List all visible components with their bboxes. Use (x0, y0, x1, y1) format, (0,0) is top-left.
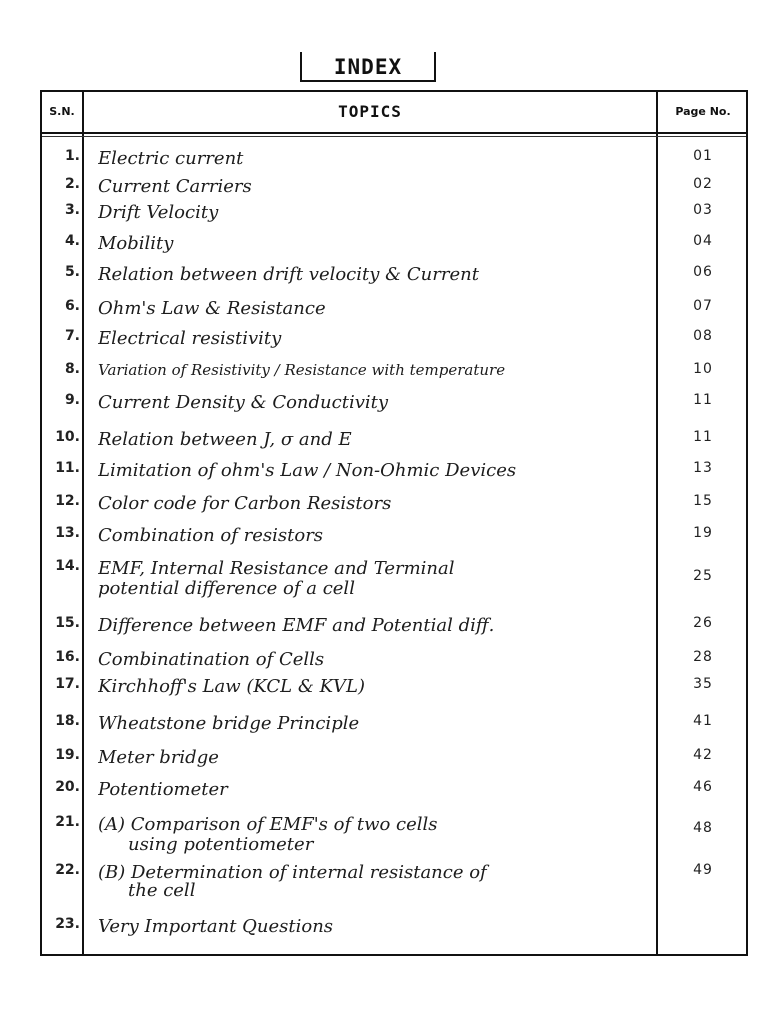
row-sn: 17. (55, 676, 80, 692)
row-page: 28 (693, 649, 713, 665)
row-page: 07 (693, 298, 713, 314)
row-sn: 16. (55, 649, 80, 665)
row-page: 13 (693, 460, 713, 476)
row-topic: EMF, Internal Resistance and Terminal (98, 558, 455, 579)
row-topic: Combinatination of Cells (98, 649, 325, 670)
row-topic: Ohm's Law & Resistance (98, 298, 326, 319)
row-sn: 11. (55, 460, 80, 476)
row-page: 01 (693, 148, 713, 164)
row-sn: 18. (55, 713, 80, 729)
row-page: 06 (693, 264, 713, 280)
row-sn: 15. (55, 615, 80, 631)
row-sn: 20. (55, 779, 80, 795)
row-topic: Drift Velocity (98, 202, 219, 223)
row-topic: Very Important Questions (98, 916, 334, 937)
row-sn: 10. (55, 429, 80, 445)
row-topic: Meter bridge (98, 747, 219, 768)
row-topic: Electric current (98, 148, 244, 169)
row-topic: Kirchhoff's Law (KCL & KVL) (98, 676, 365, 697)
row-sn: 3. (64, 202, 80, 218)
row-topic: Combination of resistors (98, 525, 324, 546)
row-topic: Potentiometer (98, 779, 228, 800)
row-page: 48 (693, 820, 713, 836)
sn-column-divider (82, 92, 84, 954)
row-topic-continued: using potentiometer (128, 834, 314, 855)
header-topics: TOPICS (338, 102, 402, 121)
header-page-no: Page No. (675, 105, 731, 118)
row-topic: Color code for Carbon Resistors (98, 493, 392, 514)
row-sn: 12. (55, 493, 80, 509)
row-topic: Wheatstone bridge Principle (98, 713, 360, 734)
row-sn: 9. (64, 392, 80, 408)
row-topic: Limitation of ohm's Law / Non-Ohmic Devices (98, 460, 517, 481)
row-topic: Electrical resistivity (98, 328, 282, 349)
row-topic: Mobility (98, 233, 174, 254)
row-page: 19 (693, 525, 713, 541)
header-divider-inner (42, 136, 746, 137)
row-topic: Current Carriers (98, 176, 252, 197)
row-sn: 23. (55, 916, 80, 932)
row-page: 42 (693, 747, 713, 763)
row-page: 08 (693, 328, 713, 344)
row-page: 02 (693, 176, 713, 192)
row-topic: Variation of Resistivity / Resistance with temperature (98, 361, 506, 379)
row-page: 25 (693, 568, 713, 584)
row-topic: Current Density & Conductivity (98, 392, 389, 413)
row-sn: 5. (64, 264, 80, 280)
row-sn: 19. (55, 747, 80, 763)
row-page: 15 (693, 493, 713, 509)
row-topic-continued: potential difference of a cell (98, 578, 355, 599)
row-sn: 22. (55, 862, 80, 878)
row-sn: 14. (55, 558, 80, 574)
row-topic-continued: the cell (128, 880, 196, 901)
row-page: 41 (693, 713, 713, 729)
row-sn: 21. (55, 814, 80, 830)
row-topic: Relation between J, σ and E (98, 429, 352, 450)
row-topic: Relation between drift velocity & Current (98, 264, 479, 285)
row-sn: 13. (55, 525, 80, 541)
row-sn: 8. (64, 361, 80, 377)
row-page: 26 (693, 615, 713, 631)
row-page: 46 (693, 779, 713, 795)
header-sn: S.N. (49, 105, 75, 118)
row-page: 49 (693, 862, 713, 878)
index-table (40, 90, 748, 956)
row-page: 04 (693, 233, 713, 249)
row-topic: (B) Determination of internal resistance of (98, 862, 487, 883)
row-page: 35 (693, 676, 713, 692)
row-sn: 1. (64, 148, 80, 164)
row-page: 03 (693, 202, 713, 218)
row-topic: Difference between EMF and Potential diff. (98, 615, 495, 636)
index-title: INDEX (300, 52, 436, 82)
row-topic: (A) Comparison of EMF's of two cells (98, 814, 438, 835)
row-sn: 2. (64, 176, 80, 192)
row-sn: 4. (64, 233, 80, 249)
row-page: 11 (693, 392, 713, 408)
row-sn: 6. (64, 298, 80, 314)
row-page: 10 (693, 361, 713, 377)
row-page: 11 (693, 429, 713, 445)
row-sn: 7. (64, 328, 80, 344)
header-divider (42, 132, 746, 134)
